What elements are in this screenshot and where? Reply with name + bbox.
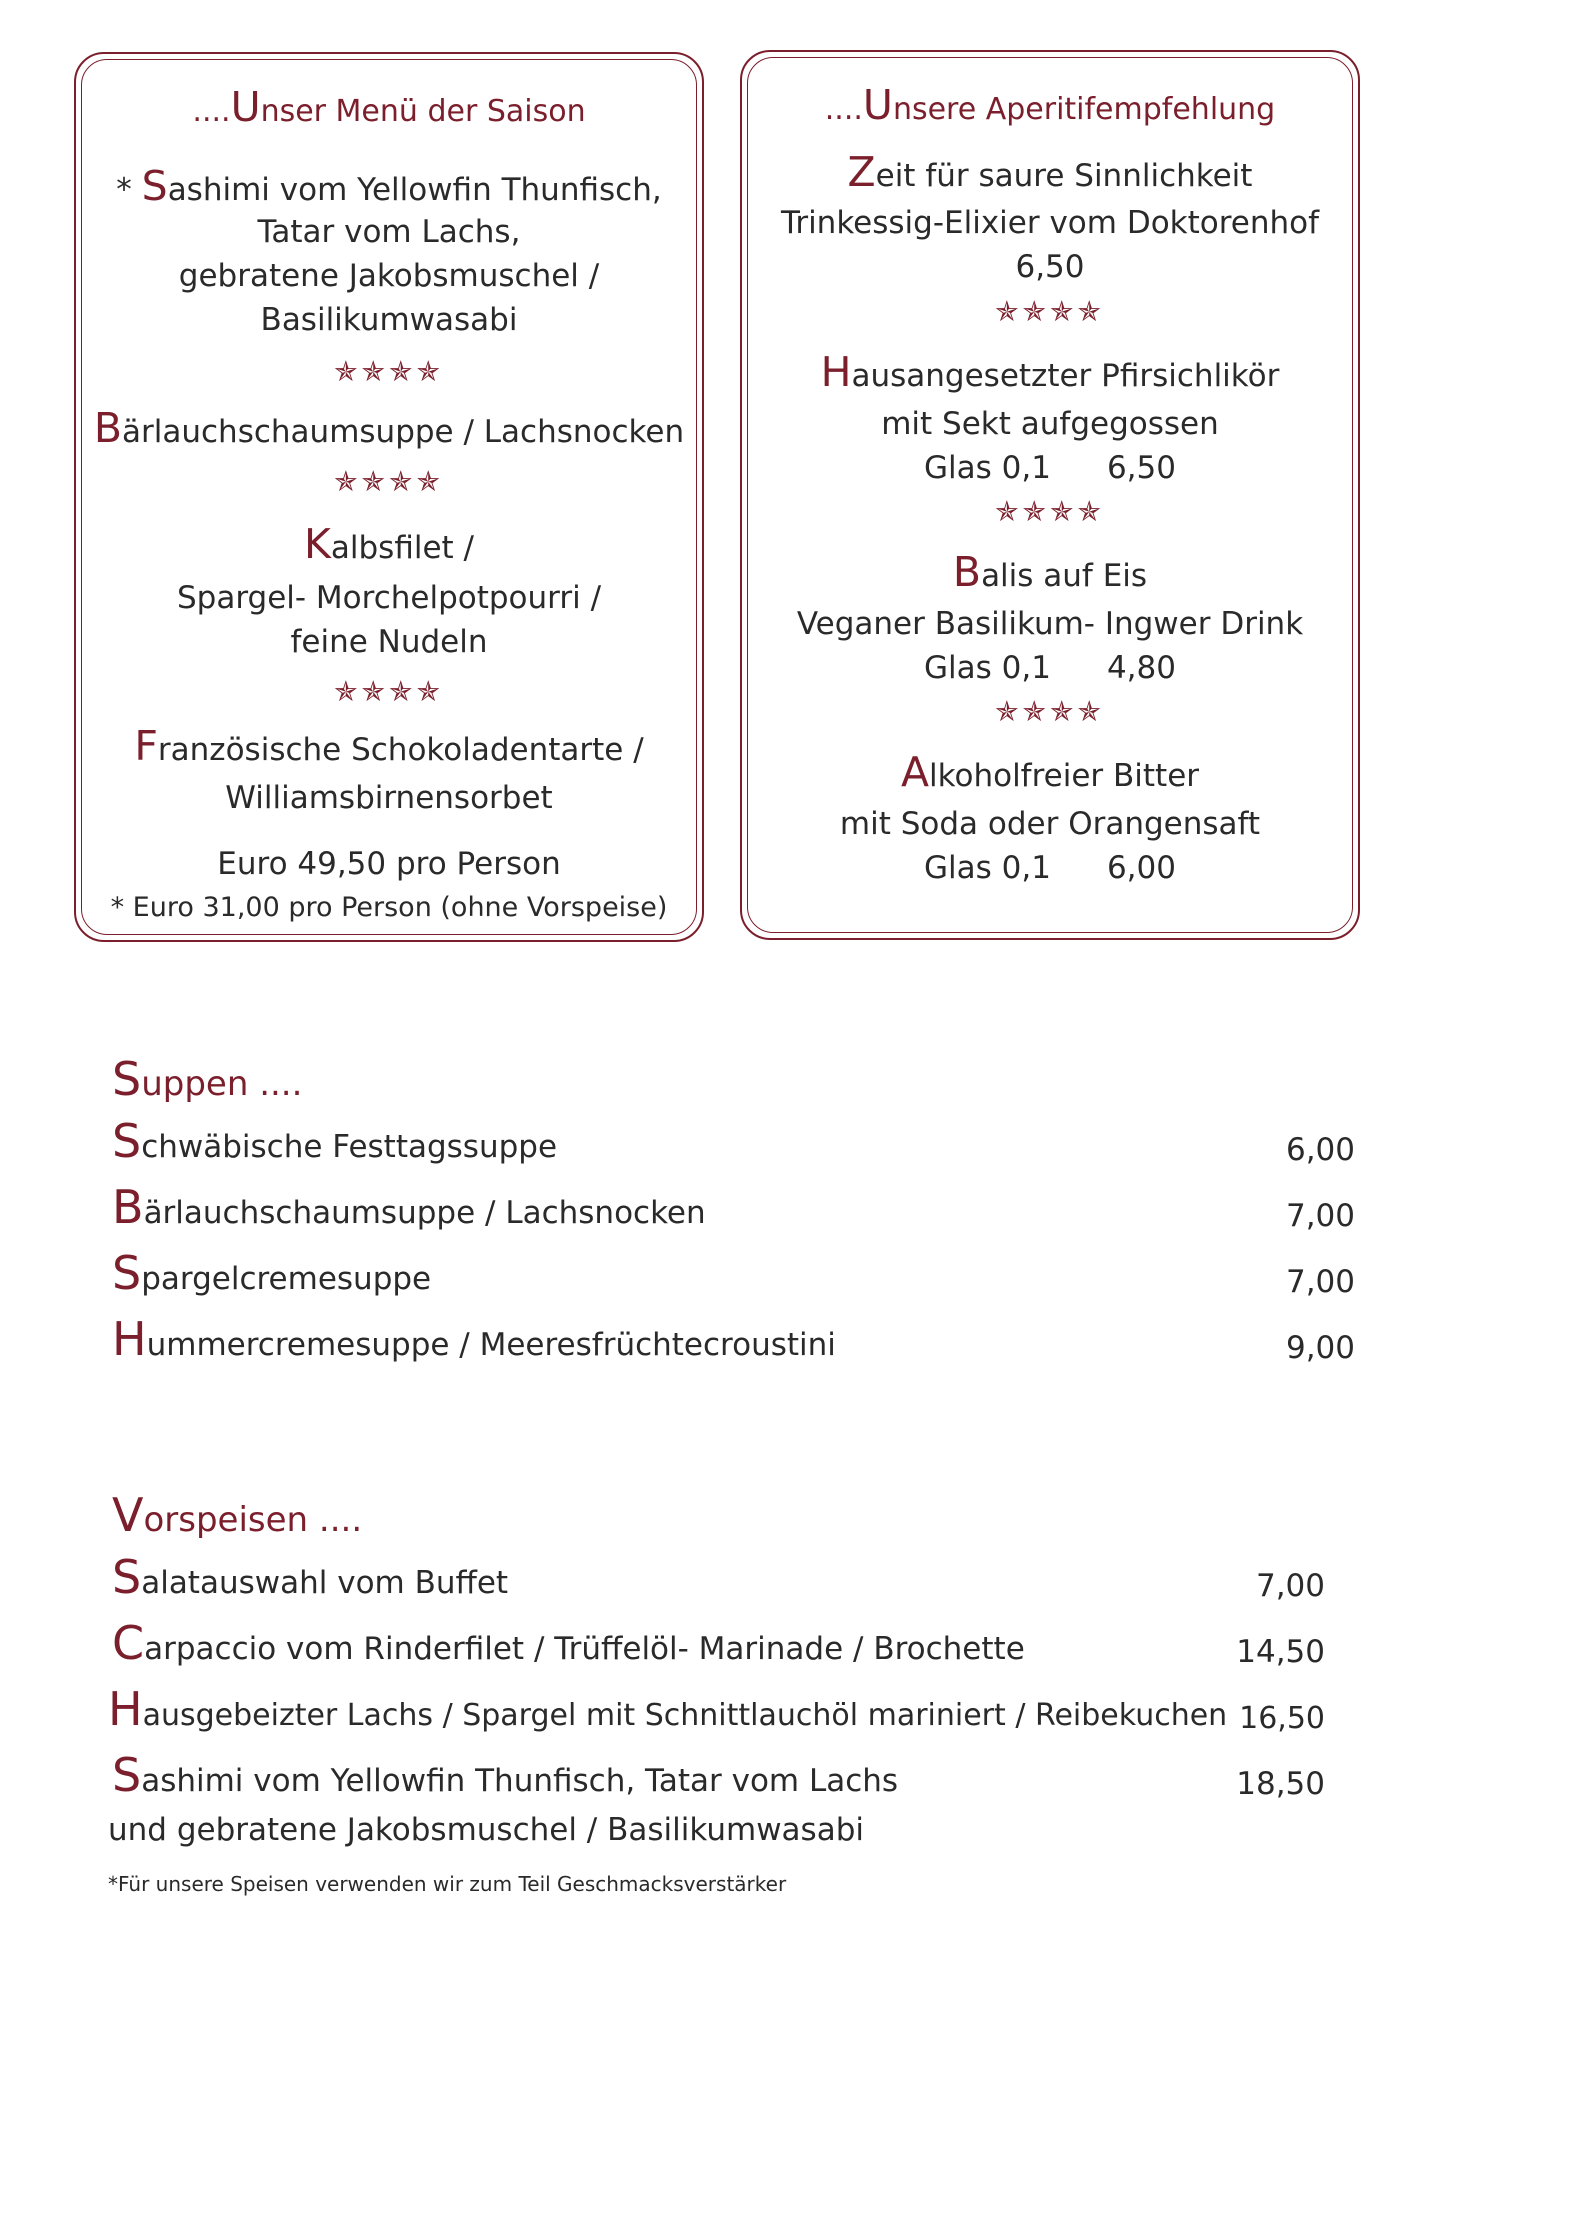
saison-course3-line1: Kalbsfilet /	[304, 520, 474, 568]
dish-name: Hummercremesuppe / Meeresfrüchtecroustini	[112, 1312, 836, 1366]
saison-title: ....Unser Menü der Saison	[192, 83, 586, 131]
list-item	[112, 1246, 1355, 1300]
initial-letter: U	[230, 83, 261, 131]
initial-letter: A	[900, 748, 930, 796]
aperitif-item-4-name: Alkoholfreier Bitter	[900, 748, 1200, 796]
dish-price: 7,00	[1285, 1198, 1355, 1234]
list-item	[112, 1550, 1325, 1604]
dish-price: 7,00	[1255, 1568, 1325, 1604]
initial-letter: V	[112, 1488, 144, 1542]
saison-course4-line1: Französische Schokoladentarte /	[134, 722, 644, 770]
dish-price: 14,50	[1236, 1634, 1325, 1670]
saison-price-note: * Euro 31,00 pro Person (ohne Vorspeise)	[110, 892, 668, 923]
aperitif-item-1-price: 6,50	[1015, 249, 1085, 285]
saison-price: Euro 49,50 pro Person	[217, 846, 561, 882]
list-item	[108, 1682, 1325, 1736]
initial-letter: H	[820, 348, 852, 396]
stars-divider: ✯✯✯✯	[334, 675, 444, 708]
saison-course3-line2: Spargel- Morchelpotpourri /	[176, 580, 602, 616]
dish-price: 16,50	[1239, 1701, 1325, 1736]
suppen-heading: Suppen ....	[112, 1052, 303, 1106]
aperitif-item-3-desc: Veganer Basilikum- Ingwer Drink	[796, 606, 1304, 642]
saison-course2: Bärlauchschaumsuppe / Lachsnocken	[93, 404, 685, 452]
aperitif-item-3-glass-price	[742, 648, 1358, 688]
footnote: *Für unsere Speisen verwenden wir zum Teil Geschmacksverstärker	[108, 1872, 787, 1896]
list-item	[112, 1180, 1355, 1234]
glass-size: Glas 0,1	[924, 450, 1051, 486]
dish-name: Bärlauchschaumsuppe / Lachsnocken	[112, 1180, 706, 1234]
list-item	[112, 1312, 1355, 1366]
initial-letter: B	[952, 548, 982, 596]
glass-size: Glas 0,1	[924, 650, 1051, 686]
stars-divider: ✯✯✯✯	[995, 295, 1105, 328]
aperitif-item-2-name: Hausangesetzter Pfirsichlikör	[820, 348, 1280, 396]
glass-size: Glas 0,1	[924, 850, 1051, 886]
saison-course1-line2: Tatar vom Lachs,	[257, 214, 521, 250]
initial-letter: S	[141, 162, 168, 210]
glass-price: 6,50	[1106, 450, 1176, 486]
saison-course1-line1: * Sashimi vom Yellowfin Thunfisch,	[116, 162, 662, 210]
stars-divider: ✯✯✯✯	[995, 695, 1105, 728]
dish-price: 6,00	[1285, 1132, 1355, 1168]
saison-course1-line4: Basilikumwasabi	[260, 302, 518, 338]
initial-letter: B	[112, 1180, 144, 1234]
vorspeisen-heading: Vorspeisen ....	[112, 1488, 363, 1542]
initial-letter: S	[112, 1114, 142, 1168]
aperitif-item-2-glass-price	[742, 448, 1358, 488]
dish-name: Schwäbische Festtagssuppe	[112, 1114, 558, 1168]
initial-letter: Z	[847, 148, 876, 196]
stars-divider: ✯✯✯✯	[334, 355, 444, 388]
glass-price: 4,80	[1106, 650, 1176, 686]
aperitif-title: ....Unsere Aperitifempfehlung	[824, 81, 1276, 129]
initial-letter: S	[112, 1246, 142, 1300]
dish-price: 18,50	[1236, 1766, 1325, 1802]
dish-name: Carpaccio vom Rinderfilet / Trüffelöl- Marinade / Brochette	[112, 1616, 1025, 1670]
glass-price: 6,00	[1106, 850, 1176, 886]
initial-letter: S	[112, 1052, 142, 1106]
aperitif-item-4-desc: mit Soda oder Orangensaft	[839, 806, 1261, 842]
initial-letter: H	[108, 1682, 143, 1736]
initial-letter: K	[304, 520, 331, 568]
stars-divider: ✯✯✯✯	[995, 495, 1105, 528]
aperitif-item-1-name: Zeit für saure Sinnlichkeit	[847, 148, 1253, 196]
saison-course4-line2: Williamsbirnensorbet	[225, 780, 553, 816]
list-item	[112, 1114, 1355, 1168]
saison-course1-line3: gebratene Jakobsmuschel /	[178, 258, 600, 294]
list-item	[112, 1748, 1325, 1802]
saison-course3-line3: feine Nudeln	[290, 624, 488, 660]
dish-name: Hausgebeizter Lachs / Spargel mit Schnittlauchöl mariniert / Reibekuchen	[108, 1682, 1228, 1736]
initial-letter: B	[93, 404, 123, 452]
dish-name: Salatauswahl vom Buffet	[112, 1550, 509, 1604]
dish-price: 9,00	[1285, 1330, 1355, 1366]
initial-letter: C	[112, 1616, 145, 1670]
dish-name: Sashimi vom Yellowfin Thunfisch, Tatar vom Lachs	[112, 1748, 899, 1802]
aperitif-item-4-glass-price	[742, 848, 1358, 888]
aperitif-item-3-name: Balis auf Eis	[952, 548, 1148, 596]
initial-letter: S	[112, 1550, 142, 1604]
aperitif-item-2-desc: mit Sekt aufgegossen	[881, 406, 1219, 442]
dish-price: 7,00	[1285, 1264, 1355, 1300]
initial-letter: H	[112, 1312, 147, 1366]
list-item	[112, 1616, 1325, 1670]
saison-menu-box	[74, 52, 704, 942]
aperitif-box	[740, 50, 1360, 940]
initial-letter: U	[862, 81, 893, 129]
dish-continuation: und gebratene Jakobsmuschel / Basilikumwasabi	[108, 1812, 864, 1848]
dish-name: Spargelcremesuppe	[112, 1246, 432, 1300]
stars-divider: ✯✯✯✯	[334, 465, 444, 498]
initial-letter: S	[112, 1748, 142, 1802]
initial-letter: F	[134, 722, 158, 770]
aperitif-item-1-desc: Trinkessig-Elixier vom Doktorenhof	[780, 205, 1320, 241]
